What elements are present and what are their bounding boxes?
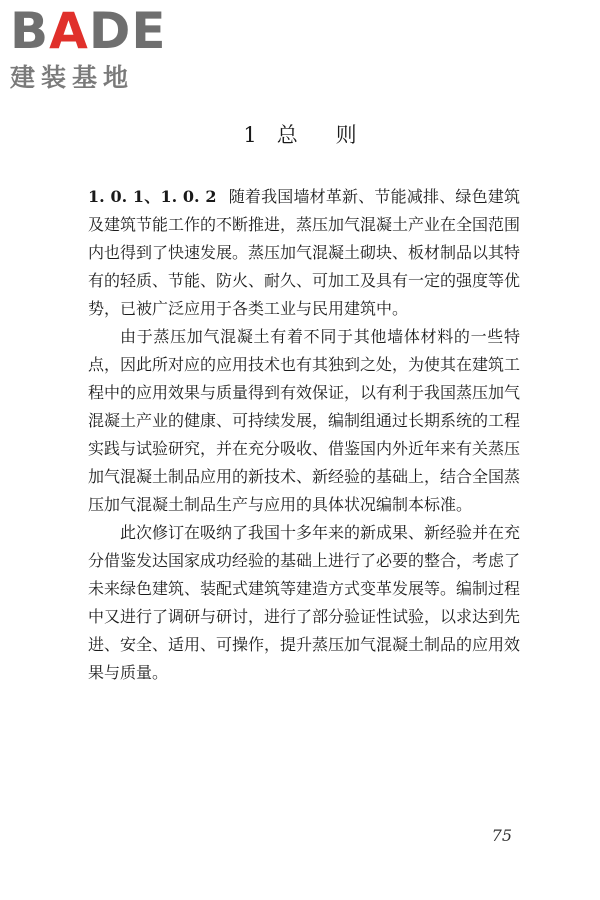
clause-number: 1. 0. 1、1. 0. 2 — [88, 187, 217, 206]
logo-subtitle: 建装基地 — [10, 63, 135, 92]
logo-letter-b: B — [10, 2, 50, 60]
document-body — [88, 183, 520, 687]
bade-logo — [10, 2, 180, 92]
paragraph-3: 此次修订在吸纳了我国十多年来的新成果、新经验并在充分借鉴发达国家成功经验的基础上进行了必要的整合，考虑了未来绿色建筑、装配式建筑等建造方式变革发展等。编制过程中又进行了调研与研讨，进行了部分验证性试验，以求达到先进、安全、适用、可操作，提升蒸压加气混凝土制品的应用效果与质量。 — [88, 523, 521, 682]
logo-wordmark — [10, 2, 167, 60]
chapter-number: 1 — [243, 123, 257, 147]
logo-letter-a-accent: A — [49, 2, 89, 60]
chapter-title-text: 总则 — [276, 123, 395, 147]
logo-letters-de: DE — [88, 2, 167, 60]
chapter-heading — [0, 120, 600, 150]
paragraph-1-text: 随着我国墙材革新、节能减排、绿色建筑及建筑节能工作的不断推进，蒸压加气混凝土产业在全国范围内也得到了快速发展。蒸压加气混凝土砌块、板材制品以其特有的轻质、节能、防火、耐久、可加工及具有一定的强度等优势，已被广泛应用于各类工业与民用建筑中。 — [88, 187, 521, 318]
page-number: 75 — [491, 826, 512, 845]
paragraph-1 — [88, 183, 520, 323]
paragraph-2: 由于蒸压加气混凝土有着不同于其他墙体材料的一些特点，因此所对应的应用技术也有其独到之处，为使其在建筑工程中的应用效果与质量得到有效保证，以有利于我国蒸压加气混凝土产业的健康、可持续发展，编制组通过长期系统的工程实践与试验研究，并在充分吸收、借鉴国内外近年来有关蒸压加气混凝土制品应用的新技术、新经验的基础上，结合全国蒸压加气混凝土制品生产与应用的具体状况编制本标准。 — [88, 327, 521, 514]
